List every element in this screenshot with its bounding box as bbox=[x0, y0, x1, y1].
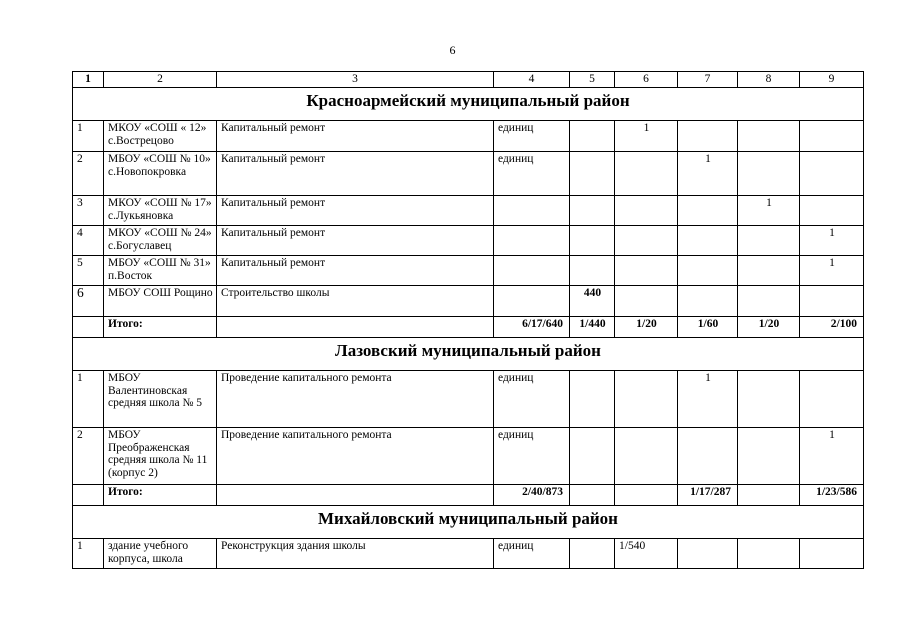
value-cell bbox=[570, 196, 615, 226]
total-value bbox=[615, 485, 678, 506]
table-row bbox=[73, 428, 864, 485]
value-cell bbox=[738, 286, 800, 317]
section-title-row bbox=[73, 506, 864, 539]
value-cell bbox=[678, 196, 738, 226]
table-row bbox=[73, 121, 864, 152]
header-cell: 9 bbox=[800, 72, 864, 88]
unit-cell: единиц bbox=[494, 121, 570, 152]
value-cell bbox=[800, 539, 864, 569]
row-number bbox=[73, 317, 104, 338]
value-cell bbox=[800, 121, 864, 152]
value-cell bbox=[570, 152, 615, 196]
institution-name: МКОУ «СОШ № 17» с.Лукьяновка bbox=[104, 196, 217, 226]
work-type bbox=[217, 317, 494, 338]
unit-cell: единиц bbox=[494, 539, 570, 569]
value-cell bbox=[738, 121, 800, 152]
institution-name: МБОУ «СОШ № 31» п.Восток bbox=[104, 256, 217, 286]
value-cell bbox=[738, 428, 800, 485]
table-row bbox=[73, 539, 864, 569]
row-number bbox=[73, 485, 104, 506]
total-label: Итого: bbox=[104, 485, 217, 506]
unit-cell: единиц bbox=[494, 428, 570, 485]
total-value: 2/40/873 bbox=[494, 485, 570, 506]
work-type: Строительство школы bbox=[217, 286, 494, 317]
table-row bbox=[73, 226, 864, 256]
work-type: Реконструкция здания школы bbox=[217, 539, 494, 569]
total-value: 1/60 bbox=[678, 317, 738, 338]
total-value: 2/100 bbox=[800, 317, 864, 338]
unit-cell bbox=[494, 286, 570, 317]
value-cell: 1 bbox=[678, 152, 738, 196]
total-value bbox=[570, 485, 615, 506]
table-row bbox=[73, 286, 864, 317]
total-value: 1/440 bbox=[570, 317, 615, 338]
work-type: Капитальный ремонт bbox=[217, 152, 494, 196]
value-cell bbox=[570, 371, 615, 428]
row-number: 1 bbox=[73, 371, 104, 428]
value-cell bbox=[615, 286, 678, 317]
value-cell bbox=[570, 226, 615, 256]
value-cell bbox=[738, 256, 800, 286]
row-number: 5 bbox=[73, 256, 104, 286]
value-cell: 1 bbox=[738, 196, 800, 226]
header-cell: 6 bbox=[615, 72, 678, 88]
value-cell bbox=[615, 428, 678, 485]
unit-cell bbox=[494, 256, 570, 286]
work-type: Проведение капитального ремонта bbox=[217, 428, 494, 485]
value-cell bbox=[678, 286, 738, 317]
value-cell: 1 bbox=[800, 428, 864, 485]
value-cell bbox=[678, 256, 738, 286]
value-cell: 1 bbox=[800, 226, 864, 256]
value-cell: 1 bbox=[615, 121, 678, 152]
row-number: 6 bbox=[73, 286, 104, 317]
section-title: Лазовский муниципальный район bbox=[73, 338, 864, 371]
value-cell bbox=[615, 152, 678, 196]
section-title: Михайловский муниципальный район bbox=[73, 506, 864, 539]
value-cell: 1/540 bbox=[615, 539, 678, 569]
work-type: Капитальный ремонт bbox=[217, 226, 494, 256]
table-row bbox=[73, 196, 864, 226]
value-cell bbox=[615, 256, 678, 286]
value-cell bbox=[570, 121, 615, 152]
section-title-row bbox=[73, 338, 864, 371]
value-cell bbox=[615, 196, 678, 226]
header-cell: 8 bbox=[738, 72, 800, 88]
header-cell: 7 bbox=[678, 72, 738, 88]
value-cell: 1 bbox=[800, 256, 864, 286]
row-number: 2 bbox=[73, 428, 104, 485]
work-type bbox=[217, 485, 494, 506]
value-cell bbox=[738, 539, 800, 569]
row-number: 2 bbox=[73, 152, 104, 196]
row-number: 4 bbox=[73, 226, 104, 256]
value-cell bbox=[678, 539, 738, 569]
total-row bbox=[73, 485, 864, 506]
value-cell bbox=[678, 428, 738, 485]
total-value: 1/20 bbox=[615, 317, 678, 338]
table-row bbox=[73, 256, 864, 286]
unit-cell bbox=[494, 226, 570, 256]
value-cell bbox=[738, 152, 800, 196]
header-cell: 5 bbox=[570, 72, 615, 88]
header-cell: 3 bbox=[217, 72, 494, 88]
institution-name: МБОУ Преображенская средняя школа № 11 (корпус 2) bbox=[104, 428, 217, 485]
total-value: 1/20 bbox=[738, 317, 800, 338]
institution-name: МКОУ «СОШ « 12» с.Вострецово bbox=[104, 121, 217, 152]
total-value: 1/23/586 bbox=[800, 485, 864, 506]
value-cell bbox=[615, 371, 678, 428]
unit-cell bbox=[494, 196, 570, 226]
row-number: 1 bbox=[73, 539, 104, 569]
institution-name: МБОУ Валентиновская средняя школа № 5 bbox=[104, 371, 217, 428]
value-cell bbox=[570, 428, 615, 485]
institution-name: здание учебного корпуса, школа bbox=[104, 539, 217, 569]
row-number: 3 bbox=[73, 196, 104, 226]
value-cell bbox=[615, 226, 678, 256]
header-cell: 2 bbox=[104, 72, 217, 88]
value-cell bbox=[570, 256, 615, 286]
value-cell bbox=[738, 371, 800, 428]
work-type: Капитальный ремонт bbox=[217, 121, 494, 152]
page-number: 6 bbox=[449, 43, 456, 57]
header-cell: 1 bbox=[73, 72, 104, 88]
value-cell bbox=[678, 121, 738, 152]
section-title-row bbox=[73, 88, 864, 121]
work-type: Капитальный ремонт bbox=[217, 256, 494, 286]
value-cell bbox=[800, 286, 864, 317]
institution-name: МБОУ «СОШ № 10» с.Новопокровка bbox=[104, 152, 217, 196]
value-cell bbox=[678, 226, 738, 256]
value-cell bbox=[738, 226, 800, 256]
institution-name: МКОУ «СОШ № 24» с.Богуславец bbox=[104, 226, 217, 256]
value-cell bbox=[570, 539, 615, 569]
value-cell bbox=[800, 196, 864, 226]
work-type: Капитальный ремонт bbox=[217, 196, 494, 226]
total-value: 1/17/287 bbox=[678, 485, 738, 506]
section-title: Красноармейский муниципальный район bbox=[73, 88, 864, 121]
data-table bbox=[72, 71, 864, 569]
table-header-row bbox=[73, 72, 864, 88]
unit-cell: единиц bbox=[494, 371, 570, 428]
table-row bbox=[73, 371, 864, 428]
work-type: Проведение капитального ремонта bbox=[217, 371, 494, 428]
institution-name: МБОУ СОШ Рощино bbox=[104, 286, 217, 317]
total-value: 6/17/640 bbox=[494, 317, 570, 338]
value-cell: 440 bbox=[570, 286, 615, 317]
header-cell: 4 bbox=[494, 72, 570, 88]
table-row bbox=[73, 152, 864, 196]
value-cell bbox=[800, 152, 864, 196]
unit-cell: единиц bbox=[494, 152, 570, 196]
total-value bbox=[738, 485, 800, 506]
value-cell bbox=[800, 371, 864, 428]
row-number: 1 bbox=[73, 121, 104, 152]
total-row bbox=[73, 317, 864, 338]
value-cell: 1 bbox=[678, 371, 738, 428]
total-label: Итого: bbox=[104, 317, 217, 338]
